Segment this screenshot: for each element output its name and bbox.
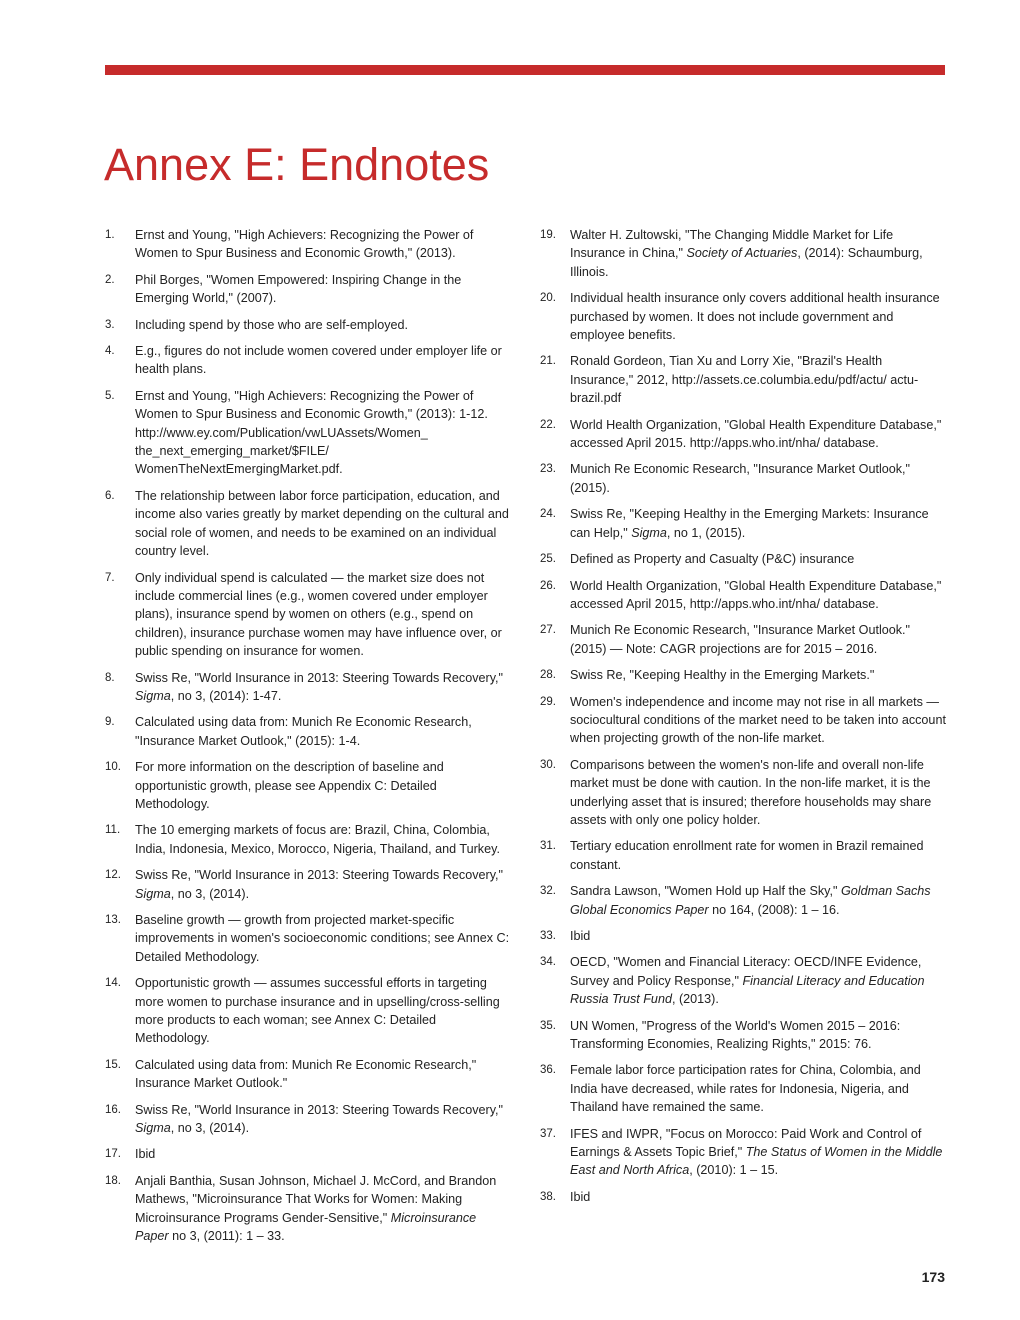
endnote-text-part: , no 3, (2014): 1-47. [170,688,282,703]
endnote-text-part: Individual health insurance only covers additional health insurance purchased by women. It does not include government and employee benefits. [570,291,940,343]
endnote-item [105,866,510,903]
endnote-item [540,505,946,542]
endnote-item [105,758,510,813]
endnote-item [540,226,946,281]
endnote-text [135,1058,476,1090]
endnote-text [135,671,503,703]
endnote-text-part: Ernst and Young, "High Achievers: Recognizing the Power of Women to Spur Business and Economic Growth," (2013): 1-12. http://www.ey.com/Publication/vwLUAssets/Women_ the_next_emerging_market/$FILE/ WomenTheNextEmergingMarket.pdf. [135,388,488,477]
endnote-italic-text: Sigma [135,688,171,703]
endnotes-column-left [105,226,510,1254]
endnote-text-part: Opportunistic growth — assumes successful efforts in targeting more women to purchase insurance and in upselling/cross-selling more products to each woman; see Annex C: Detailed Methodology. [135,976,500,1046]
endnote-text [135,489,509,558]
endnote-text-part: Only individual spend is calculated — the market size does not include commercial lines (e.g., women covered under employer plans), insurance spend by women on others (e.g., spend on children), insurance purchase women may have influence over, or public spending on insurance for women. [135,570,502,659]
endnote-text [135,273,461,305]
endnote-text-part: Ernst and Young, "High Achievers: Recognizing the Power of Women to Spur Business and Economic Growth," (2013). [135,228,474,261]
endnote-text-part: Sandra Lawson, "Women Hold up Half the Sky," [570,884,841,899]
endnote-text [135,913,509,964]
endnote-italic-text: The Status of Women in the Middle East and North Africa [570,1145,943,1178]
endnote-text-part: UN Women, "Progress of the World's Women 2015 – 2016: Transforming Economies, Realizing Rights," 2015: 76. [570,1018,901,1052]
endnote-text-part: Phil Borges, "Women Empowered: Inspiring Change in the Emerging World," (2007). [135,272,462,306]
endnote-text [135,1147,155,1161]
endnote-text [135,868,503,900]
endnote-text [135,715,472,747]
endnote-text-part: Women's independence and income may not rise in all markets — sociocultural conditions of the market need to be taken into account when projecting growth of the non-life market. [570,694,946,746]
endnote-number: 9. [105,716,115,729]
endnote-italic-text: Society of Actuaries [686,246,798,261]
endnote-number: 17. [105,1148,121,1161]
endnote-item [540,882,946,919]
endnote-text-part: For more information on the description of baseline and opportunistic growth, please see Appendix C: Detailed Methodology. [135,760,444,811]
endnote-item [540,416,946,453]
endnote-text-part: Baseline growth — growth from projected market-specific improvements in women's socioeconomic conditions; see Annex C: Detailed Methodology. [135,913,510,964]
endnote-text-part: The 10 emerging markets of focus are: Brazil, China, Colombia, India, Indonesia, Mexico, Morocco, Nigeria, Thailand, and Turkey. [135,823,500,856]
endnote-item [540,460,946,497]
endnote-text-part: Ibid [570,929,591,943]
endnote-item [105,1101,510,1138]
endnote-italic-text: Financial Literacy and Education Russia Trust Fund [570,973,925,1007]
page-title: Annex E: Endnotes [104,139,490,190]
endnote-text-part: Defined as Property and Casualty (P&C) insurance [570,552,855,567]
endnote-item [540,927,946,945]
endnote-text-part: Swiss Re, "World Insurance in 2013: Steering Towards Recovery," [135,1102,504,1117]
endnote-text [570,929,590,943]
endnote-text-part: E.g., figures do not include women covered under employer life or health plans. [135,344,502,377]
endnote-text [135,760,444,811]
endnote-item [540,352,946,407]
endnote-text-part: Tertiary education enrollment rate for women in Brazil remained constant. [570,839,924,872]
endnote-number: 31. [540,840,556,853]
endnote-number: 32. [540,885,556,898]
endnote-number: 23. [540,463,556,476]
page-number: 173 [921,1269,945,1285]
endnote-text-part: The relationship between labor force participation, education, and income also varies greatly by market depending on the cultural and social role of women, and needs to be examined on an individual country level. [135,488,509,559]
endnote-text [570,668,874,682]
endnote-item [540,1017,946,1054]
endnote-number: 24. [540,508,556,521]
endnote-text-part: Ibid [570,1189,591,1204]
endnote-text-part: , no 1, (2015). [666,525,746,540]
endnote-number: 34. [540,956,556,969]
endnote-text-part: Munich Re Economic Research, "Insurance Market Outlook." (2015) — Note: CAGR projections are for 2015 – 2016. [570,623,911,656]
endnote-number: 14. [105,977,121,990]
endnote-text-part: Including spend by those who are self-employed. [135,317,409,332]
endnote-text [570,507,929,539]
endnote-text [570,579,941,611]
endnote-text [570,695,946,746]
endnotes-column-right [540,226,946,1214]
endnote-text [570,1019,900,1051]
endnote-italic-text: Microinsurance Paper [135,1210,477,1244]
endnote-number: 19. [540,229,556,241]
endnote-number: 30. [540,758,556,771]
endnote-text-part: , no 3, (2014). [170,1121,250,1136]
endnote-number: 16. [105,1103,121,1116]
endnote-item [105,226,510,263]
endnote-text [135,344,502,376]
endnote-item [105,1056,510,1093]
endnote-item [105,713,510,750]
endnote-number: 12. [105,869,121,882]
endnote-item [105,387,510,479]
endnote-item [105,271,510,308]
endnote-text [135,1103,503,1135]
endnote-text-part: Calculated using data from: Munich Re Economic Research, "Insurance Market Outlook," (2015): 1-4. [135,715,472,748]
endnote-text [570,228,923,279]
endnote-item [540,289,946,344]
endnote-text-part: Swiss Re, "Keeping Healthy in the Emerging Markets: Insurance can Help," [570,507,929,540]
endnote-number: 6. [105,489,115,502]
endnote-number: 20. [540,292,556,305]
endnote-italic-text: Sigma [135,886,171,901]
endnote-text [570,354,918,405]
header-rule [105,65,945,75]
endnote-item [105,316,510,334]
endnote-number: 26. [540,579,556,592]
endnote-item [105,1145,510,1163]
endnote-number: 36. [540,1064,556,1077]
endnote-text-part: IFES and IWPR, "Focus on Morocco: Paid Work and Control of Earnings & Assets Topic Brief," [570,1126,922,1160]
endnote-number: 27. [540,624,556,637]
endnote-text [570,758,931,827]
endnote-text-part: no 3, (2011): 1 – 33. [168,1229,285,1244]
endnote-text-part: Calculated using data from: Munich Re Economic Research," Insurance Market Outlook." [135,1057,477,1091]
endnote-text-part: Female labor force participation rates for China, Colombia, and India have decreased, while rates for Indonesia, Nigeria, and Thailand have remained the same. [570,1063,921,1115]
endnote-item [540,837,946,874]
endnote-number: 10. [105,761,121,774]
endnote-text [135,823,500,855]
endnote-item [540,1125,946,1180]
endnote-item [105,342,510,379]
endnote-number: 13. [105,914,121,926]
endnote-text-part: Munich Re Economic Research, "Insurance Market Outlook," (2015). [570,462,911,495]
endnote-item [540,1188,946,1206]
endnote-number: 11. [105,824,121,837]
endnote-number: 28. [540,669,556,682]
endnote-number: 8. [105,671,115,684]
endnote-text [135,571,502,659]
endnote-text-part: Comparisons between the women's non-life and overall non-life market must be done with caution. In the non-life market, it is the underlying asset that is insured; therefore households may share assets with only one policy holder. [570,757,932,827]
endnote-text [570,1127,942,1178]
endnote-item [105,569,510,661]
endnote-text [135,1174,496,1243]
endnote-text-part: , no 3, (2014). [170,886,250,901]
endnote-item [105,669,510,706]
endnote-text-part: , (2010): 1 – 15. [689,1163,779,1178]
endnote-item [105,974,510,1048]
endnote-number: 35. [540,1019,556,1032]
endnote-text [570,291,940,342]
endnote-number: 22. [540,418,556,431]
endnote-number: 1. [105,229,115,241]
endnote-italic-text: Goldman Sachs Global Economics Paper [570,884,931,917]
endnote-item [105,821,510,858]
endnote-number: 37. [540,1127,556,1140]
endnote-text [135,318,408,332]
endnote-number: 33. [540,930,556,942]
endnote-italic-text: Sigma [135,1121,171,1136]
endnote-text-part: World Health Organization, "Global Health Expenditure Database," accessed April 2015, http://apps.who.int/nha/ database. [570,578,942,611]
endnote-text [570,623,910,655]
endnote-item [105,487,510,561]
endnote-italic-text: Sigma [631,525,667,540]
endnote-number: 38. [540,1190,556,1203]
endnote-text [135,976,500,1045]
endnote-text-part: Swiss Re, "World Insurance in 2013: Steering Towards Recovery," [135,868,504,883]
endnote-text [570,552,854,566]
endnote-number: 18. [105,1174,121,1187]
endnote-text [570,884,931,916]
endnote-text-part: Walter H. Zultowski, "The Changing Middle Market for Life Insurance in China," [570,228,894,261]
endnote-number: 5. [105,389,115,402]
endnote-item [540,693,946,748]
endnote-text [570,955,925,1006]
endnote-number: 29. [540,695,556,708]
endnote-text-part: Swiss Re, "World Insurance in 2013: Steering Towards Recovery," [135,670,504,685]
endnote-text-part: , (2013). [671,992,719,1007]
endnote-item [540,756,946,830]
endnote-text [570,839,924,871]
endnote-number: 4. [105,345,115,358]
endnote-item [540,666,946,684]
endnote-text-part: no 164, (2008): 1 – 16. [708,902,840,917]
endnote-item [540,550,946,568]
endnote-text-part: , (2014): Schaumburg, Illinois. [570,246,923,279]
endnote-number: 21. [540,355,556,368]
endnote-text [570,1063,921,1114]
endnote-text [570,1190,590,1204]
endnote-text-part: OECD, "Women and Financial Literacy: OECD/INFE Evidence, Survey and Policy Response," [570,955,922,988]
endnote-number: 7. [105,571,115,584]
endnote-item [105,911,510,966]
endnote-item [540,1061,946,1116]
endnote-text-part: Swiss Re, "Keeping Healthy in the Emerging Markets." [570,668,875,683]
endnote-item [540,577,946,614]
endnote-number: 15. [105,1058,121,1071]
endnote-text [135,228,473,260]
endnote-text [135,389,488,477]
endnote-number: 3. [105,318,115,331]
endnote-text [570,418,941,450]
endnote-text [570,462,910,494]
endnote-item [540,621,946,658]
endnote-text-part: Anjali Banthia, Susan Johnson, Michael J. McCord, and Brandon Mathews, "Microinsurance That Works for Women: Making Microinsurance Programs Gender-Sensitive," [135,1173,497,1225]
endnote-number: 25. [540,553,556,566]
endnote-text-part: World Health Organization, "Global Health Expenditure Database," accessed April 2015. http://apps.who.int/nha/ database. [570,417,942,451]
endnote-text-part: Ronald Gordeon, Tian Xu and Lorry Xie, "Brazil's Health Insurance," 2012, http://assets.ce.columbia.edu/pdf/actu/ actu-brazil.pdf [570,354,919,406]
endnote-item [540,953,946,1008]
endnote-number: 2. [105,273,115,286]
endnote-item [105,1172,510,1246]
endnote-text-part: Ibid [135,1147,156,1162]
